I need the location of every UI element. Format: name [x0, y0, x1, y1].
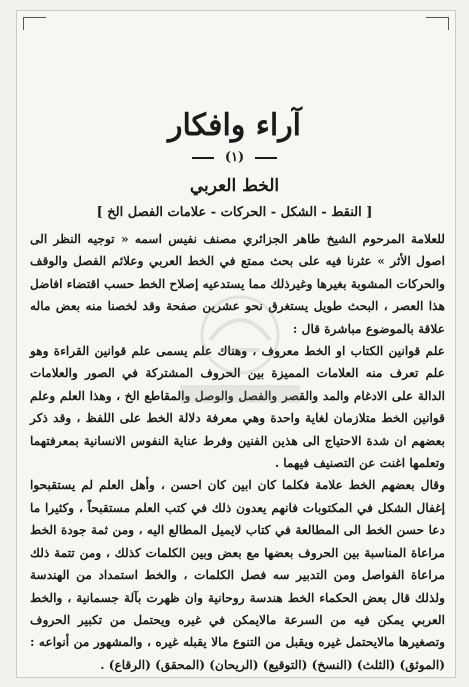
crop-mark-left: [23, 17, 46, 30]
paragraph-1: للعلامة المرحوم الشيخ طاهر الجزائري مصنف نفيس اسمه « توجيه النظر الى اصول الأثر » عثرنا فيه على بحث ممتع في الخط العربي وعلائم الفصل والوقف والحركات المشوبة بغيرها وغيرذلك مما يستدعيه إصلاح الخط حسب اقتضاء افاضل هذا العصر ، البحث طويل يستغرق نحو عشرين صفحة وقد لخصنا منه بعض ماله علاقة بالموضوع مباشرة قال :: [30, 232, 445, 336]
paragraph-3: وقال بعضهم الخط علامة فكلما كان ابين كان احسن ، وأهل العلم لم يستقبحوا إغفال الشكل في المكتوبات فانهم يعدون ذلك في كتب العلم مستقبحاً ، وكثيرا ما دعا حسن الخط الى المطالعة في كتاب لايميل المطالع اليه ، ومن ثمة جودة الخط مراعاة المناسبة بين الحروف بعضها مع بعض وبين الكلمات كذلك ، ومن تتمة ذلك مراعاة الفواصل ومن التدبير سه فصل الكلمات ، والخط استمداد من الهندسة ولذلك قال بعض الحكماء الخط هندسة روحانية وان ظهرت بآلة جسمانية ، والخط العربي يمكن فيه من السرعة مالايمكن في غيره ويحتمل من تكبير الحروف وتصغيرها مالايحتمل غيره ويقبل من التنوع مالا يقبله غيره ، والمشهور من أنواعه : (الموثق) (الثلث) (النسخ) (التوقيع) (الريحان) (المحقق) (الرقاع) .: [30, 478, 445, 672]
crop-mark-right: [426, 17, 449, 30]
main-title: آراء وافكار: [167, 108, 302, 143]
section-dash-right: [255, 157, 277, 159]
paragraph-2: علم قوانين الكتاب او الخط معروف ، وهناك علم يسمى علم قوانين القراءة وهو علم تعرف منه العلامات المميزة بين الحروف المشتركة في الصور والعلامات الدالة على الادغام والمد والقصر والفصل والوصل والمقاطع الخ ، وهذا العلم وعلم قوانين الخط متلازمان لغاية واحدة وهي معرفة دلالة الخط على اللفظ ، وقد ذكر بعضهم ان شدة الاحتياج الى هذين الفنين وفرط عناية النفوس الانسانية بمعرفتهما وتعلمها اغنت عن التصنيف فيهما .: [30, 344, 445, 471]
section-number-text: (١): [224, 150, 245, 165]
section-title: الخط العربي: [189, 176, 280, 196]
section-dash-left: [192, 157, 214, 159]
section-subtitle: [ النقط - الشكل - الحركات - علامات الفصل الخ ]: [96, 205, 373, 220]
article-body: [30, 228, 445, 676]
section-number: [0, 150, 469, 165]
